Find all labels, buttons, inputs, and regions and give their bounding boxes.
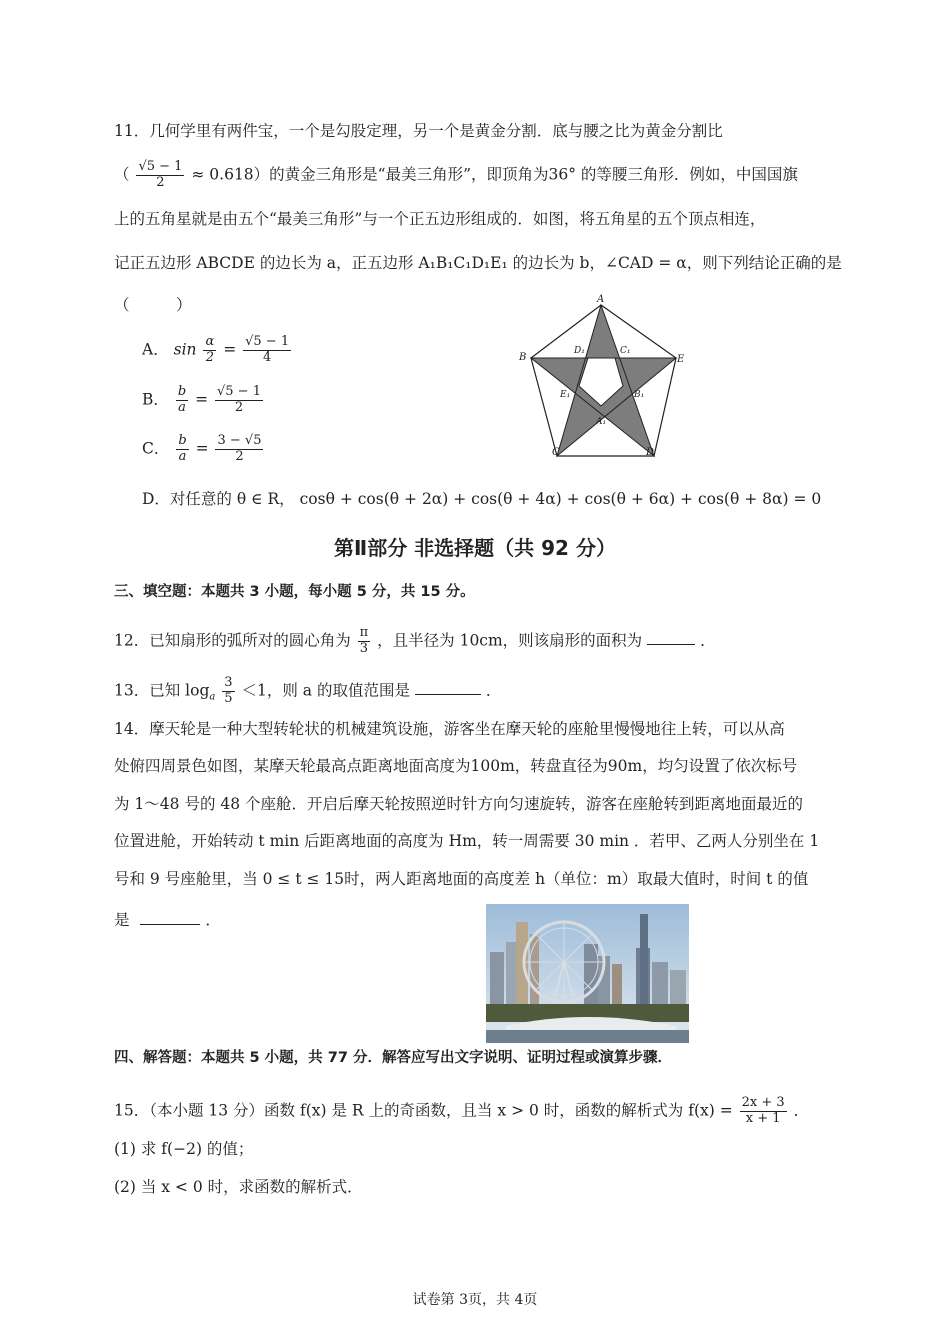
q14-line6-text: 是	[114, 911, 130, 929]
label-E1: E₁	[560, 390, 571, 400]
q13-log-base: a	[209, 691, 216, 703]
option-c-label: C．	[142, 439, 170, 458]
q13-end: ．	[485, 681, 502, 700]
option-a-arg	[203, 335, 216, 366]
q12-angle	[358, 626, 371, 657]
q14-line6	[114, 910, 221, 929]
label-C1: C₁	[620, 346, 631, 356]
option-a-label: A．	[142, 340, 169, 359]
label-C: C	[552, 447, 560, 458]
q15-frac-num: 2x + 3	[741, 1095, 785, 1110]
q11-line2-rest: ≈ 0.618）的黄金三角形是“最美三角形”，即顶角为36° 的等腰三角形．例如，中国国旗	[191, 165, 798, 184]
q11-answer-paren: （ ）	[114, 296, 192, 314]
label-A1: A₁	[596, 417, 607, 427]
q13-frac-den: 5	[224, 690, 233, 706]
label-D: D	[646, 447, 655, 458]
label-A: A	[597, 294, 605, 305]
page-footer: 试卷第 3页，共 4页	[412, 1292, 538, 1308]
option-a-sin: sin	[173, 340, 197, 359]
q14-line3: 为 1～48 号的 48 个座舱．开启后摩天轮按照逆时针方向匀速旋转，游客在座舱转到距离地面最近的	[114, 795, 804, 813]
q15-pre: 15．（本小题 13 分）函数 f(x) 是 R 上的奇函数，且当 x > 0 时，函数的解析式为 f(x) =	[114, 1101, 733, 1120]
pentagram-figure	[510, 292, 700, 462]
golden-ratio-fraction	[136, 160, 184, 191]
q15-fraction	[740, 1096, 787, 1127]
option-c-lhs: $\frac{b}{a}$	[178, 433, 187, 464]
ferris-wheel-photo	[486, 904, 689, 1043]
label-E: E	[677, 354, 685, 365]
q13-pre: 13．已知 log	[114, 681, 210, 700]
option-a-rhs	[243, 335, 291, 366]
q11-line3: 上的五角星就是由五个“最美三角形”与一个正五边形组成的．如图，将五角星的五个顶点相连，	[114, 210, 766, 228]
q15-part1: (1) 求 f(−2) 的值；	[114, 1140, 254, 1158]
q12-angle-den: 3	[359, 640, 369, 656]
q12-angle-num: π	[359, 625, 369, 640]
q12-post: ，且半径为 10cm，则该扇形的面积为	[377, 631, 643, 650]
label-B: B	[519, 352, 527, 363]
section3-heading: 三、填空题：本题共 3 小题，每小题 5 分，共 15 分。	[114, 584, 475, 600]
q13-frac-num: 3	[224, 675, 233, 690]
option-b-num: √5 − 1	[217, 384, 261, 399]
option-b-lhs: $\frac{b}{a}$	[177, 384, 187, 415]
option-a-rhs-num: √5 − 1	[245, 334, 290, 349]
q14-line4: 位置进舱，开始转动 t min 后距离地面的高度为 Hm，转一周需要 30 min ．若甲、乙两人分别坐在 1	[114, 832, 820, 850]
option-d: D．对任意的 θ ∈ R， cosθ + cos(θ + 2α) + cos(θ + 4α) + cos(θ + 6α) + cos(θ + 8α) = 0	[142, 490, 822, 508]
option-c: C． $\frac{b}{a}$ = $\frac{3 - √5}{2}$	[142, 433, 262, 464]
option-c-rhs	[215, 434, 263, 465]
option-a-arg-num: α	[205, 334, 215, 349]
q11-line2	[114, 160, 798, 191]
q14-answer-blank[interactable]	[140, 910, 200, 925]
q15-part2: (2) 当 x < 0 时，求函数的解析式．	[114, 1178, 363, 1196]
q14-line5: 号和 9 号座舱里，当 0 ≤ t ≤ 15时，两人距离地面的高度差 h（单位：m）取最大值时，时间 t 的值	[114, 870, 809, 888]
q12-answer-blank[interactable]	[647, 630, 695, 645]
q13	[114, 676, 501, 707]
option-c-den: 2	[235, 448, 244, 464]
q12-end: ．	[700, 631, 716, 650]
option-b-den: 2	[234, 399, 244, 415]
q11-line1: 11．几何学里有两件宝，一个是勾股定理，另一个是黄金分割．底与腰之比为黄金分割比	[114, 122, 723, 140]
label-D1: D₁	[574, 346, 585, 356]
option-a-rhs-den: 4	[262, 349, 272, 365]
q13-answer-blank[interactable]	[415, 680, 481, 695]
q15-frac-den: x + 1	[745, 1110, 781, 1126]
option-c-num: 3 − √5	[217, 433, 262, 448]
q13-post: ＜1，则 a 的取值范围是	[241, 681, 410, 700]
paren-open: （	[114, 165, 130, 184]
river	[486, 1030, 689, 1043]
q11-line4: 记正五边形 ABCDE 的边长为 a，正五边形 A₁B₁C₁D₁E₁ 的边长为 b，∠CAD = α，则下列结论正确的是	[114, 254, 842, 272]
option-b-label: B．	[142, 390, 169, 409]
option-b-rhs	[215, 385, 263, 416]
section4-heading: 四、解答题：本题共 5 小题，共 77 分．解答应写出文字说明、证明过程或演算步骤．	[114, 1050, 672, 1066]
q14-line1: 14．摩天轮是一种大型转轮状的机械建筑设施，游客坐在摩天轮的座舱里慢慢地往上转，可以从高	[114, 720, 785, 738]
q12-pre: 12．已知扇形的弧所对的圆心角为	[114, 631, 351, 650]
label-B1: B₁	[634, 390, 645, 400]
q13-fraction	[222, 676, 234, 707]
part2-heading: 第Ⅱ部分 非选择题（共 92 分）	[334, 536, 616, 560]
option-a: A． sin $\frac{\alpha}{2}$ = $\frac{√5 - 1}{4}$	[142, 334, 290, 365]
option-a-arg-den: 2	[205, 349, 215, 365]
q14-line2: 处俯四周景色如图，某摩天轮最高点距离地面高度为100m，转盘直径为90m，均匀设置了依次标号	[114, 757, 798, 775]
q15	[114, 1096, 809, 1127]
option-b: B． $\frac{b}{a}$ = $\frac{√5 - 1}{2}$	[142, 384, 261, 415]
q15-end: ．	[793, 1101, 810, 1120]
q12	[114, 626, 716, 657]
q14-end: ．	[205, 911, 221, 929]
golden-ratio-numerator: √5 − 1	[138, 159, 183, 174]
golden-ratio-denominator: 2	[156, 174, 165, 190]
